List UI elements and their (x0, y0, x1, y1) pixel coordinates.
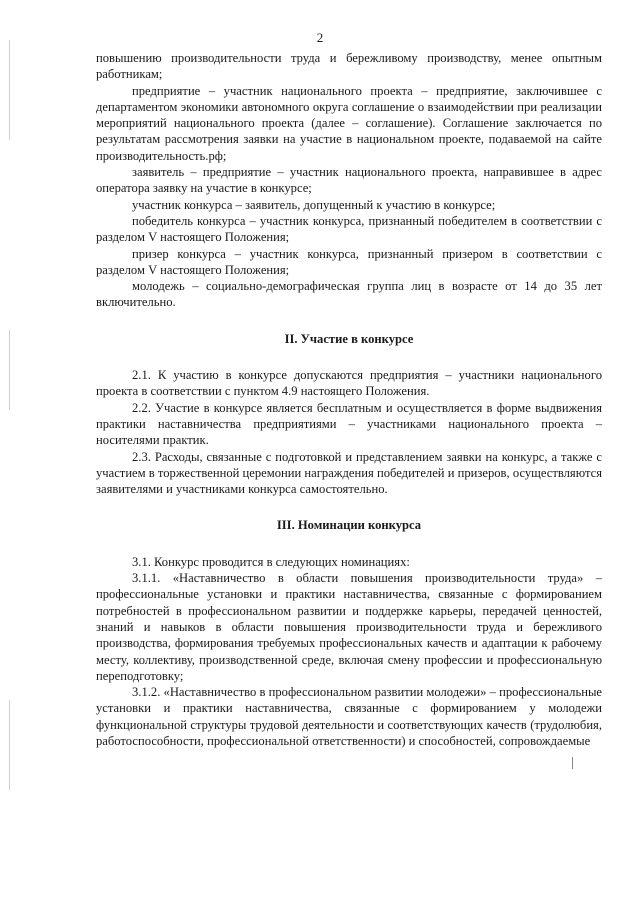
definition-paragraph: призер конкурса – участник конкурса, признанный призером в соответствии с разделом V настоящего Положения; (96, 246, 602, 277)
paragraph: повышению производительности труда и бережливому производству, менее опытным работникам; (96, 51, 602, 82)
section-paragraph: 3.1.2. «Наставничество в профессиональном развитии молодежи» – профессиональные установки и практики наставничества, связанные с формированием у молодежи функциональной структуры трудовой деятельности и соответствующих качеств (трудолюбия, работоспособности, профессиональной ответственности) и способностей, сопровождаемые (96, 685, 602, 748)
definition-paragraph: участник конкурса – заявитель, допущенный к участию в конкурсе; (132, 197, 496, 212)
definition-paragraph: предприятие – участник национального проекта – предприятие, заключившее с департаментом экономики автономного округа соглашение о взаимодействии при реализации мероприятий национального проекта (далее – соглашение). Соглашение заключается по результатам рассмотрения заявки на участие в национальном проекте, подаваемой на сайте производительность.рф; (96, 83, 602, 163)
definition-paragraph: победитель конкурса – участник конкурса, признанный победителем в соответствии с разделом V настоящего Положения; (96, 213, 602, 245)
definition-paragraph: заявитель – предприятие – участник национального проекта, направившее в адрес оператора заявку на участие в конкурсе; (96, 165, 602, 196)
document-body (96, 50, 602, 749)
section-heading-nominations: III. Номинации конкурса (276, 518, 422, 533)
scan-margin-line (9, 330, 10, 410)
section-paragraph: 3.1. Конкурс проводится в следующих номинациях: (132, 554, 410, 569)
scan-margin-line (9, 40, 10, 140)
section-heading-participation: II. Участие в конкурсе (284, 331, 414, 346)
scan-margin-line (9, 700, 10, 790)
section-paragraph: 2.2. Участие в конкурсе является бесплатным и осуществляется в форме выдвижения практики наставничества предприятиями – участниками национального проекта – носителями практик. (96, 400, 602, 448)
scan-artifact-mark (572, 757, 573, 769)
section-paragraph: 3.1.1. «Наставничество в области повышения производительности труда» – профессиональные установки и практики наставничества, связанные с формированием потребностей в профессиональном развитии и поддержке карьеры, передачей ценностей, знаний и навыков в области повышения производительности труда и бережливого производства, формирования требуемых профессиональных качеств и адаптации к рабочему месту, коллективу, производственной среде, включая смену профессии и профессиональную переподготовку; (96, 571, 602, 683)
section-paragraph: 2.3. Расходы, связанные с подготовкой и представлением заявки на конкурс, а также с участием в торжественной церемонии награждения победителей и призеров, осуществляются заявителями и участниками конкурса самостоятельно. (96, 449, 602, 497)
page-number: 2 (316, 30, 324, 45)
definition-paragraph: молодежь – социально-демографическая группа лиц в возрасте от 14 до 35 лет включительно. (96, 279, 602, 310)
section-paragraph: 2.1. К участию в конкурсе допускаются предприятия – участники национального проекта в соответствии с пунктом 4.9 настоящего Положения. (96, 368, 602, 399)
